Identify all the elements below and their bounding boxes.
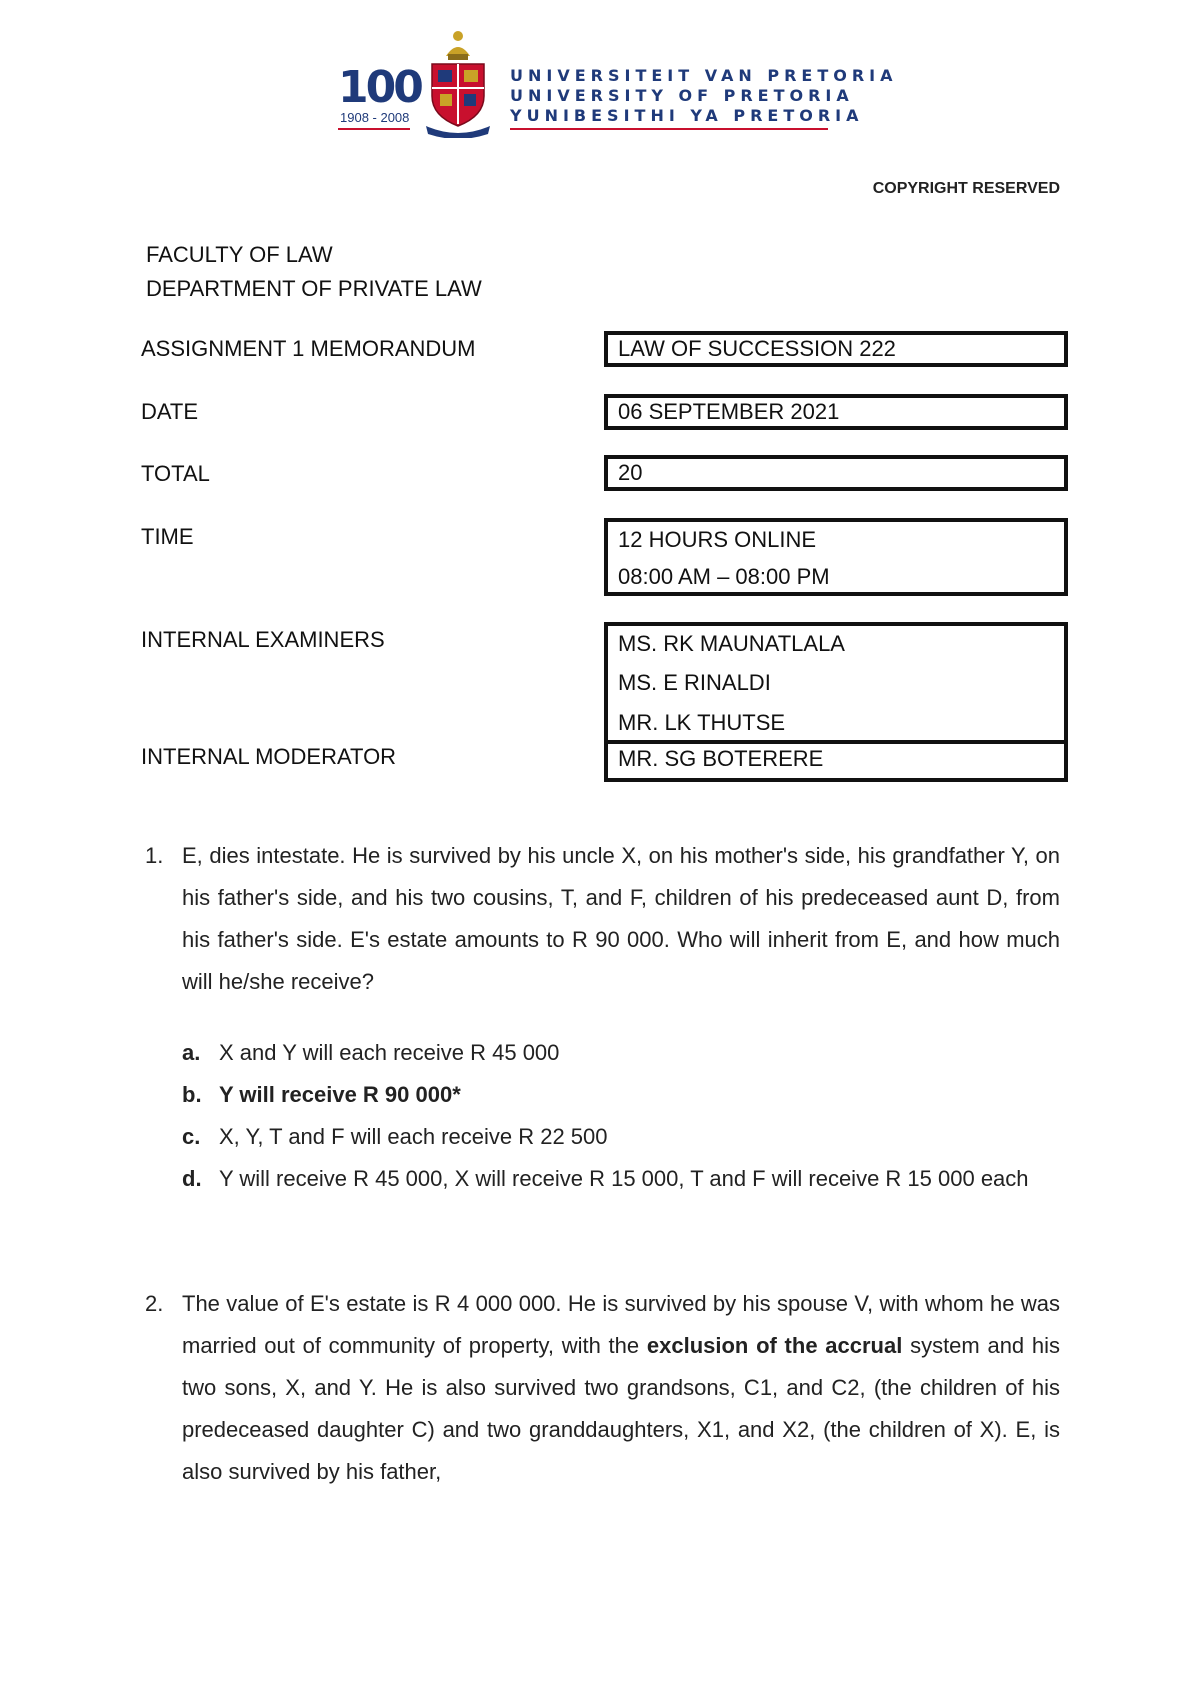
option-c [182,1116,1060,1158]
moderator-value: MR. SG BOTERERE [618,746,824,771]
centenary-rule [338,128,410,130]
option-letter: d. [182,1166,202,1191]
examiners-label: INTERNAL EXAMINERS [141,627,385,652]
option-text: X, Y, T and F will each receive R 22 500 [219,1124,608,1149]
option-text: X and Y will each receive R 45 000 [219,1040,560,1065]
question-text-emphasis: exclusion of the accrual [646,1333,903,1358]
question-1 [145,835,1060,1003]
question-text: E, dies intestate. He is survived by his uncle X, on his mother's side, his grandfather Y, on his father's side, and his two cousins, T, and F, children of his predeceased aunt D, from his father's side. E's estate amounts to R 90 000. Who will inherit from E, and how much will he/she receive? [182,843,1060,994]
department-name: DEPARTMENT OF PRIVATE LAW [146,276,482,301]
question-number: 2. [145,1291,164,1316]
time-label: TIME [141,524,194,549]
time-value-hours: 12 HOURS ONLINE [618,527,817,552]
option-letter: a. [182,1040,201,1065]
option-letter: c. [182,1124,201,1149]
date-box [604,394,1068,430]
university-name-english: UNIVERSITY OF PRETORIA [510,86,854,105]
total-label: TOTAL [141,461,210,486]
question-number: 1. [145,843,164,868]
examiner-2: MS. E RINALDI [618,670,771,695]
university-names [510,66,898,130]
university-crest-icon [420,26,496,138]
centenary-years: 1908 - 2008 [340,110,410,125]
copyright-notice: COPYRIGHT RESERVED [872,180,1060,197]
examiner-1: MS. RK MAUNATLALA [618,631,845,656]
option-text: Y will receive R 90 000* [219,1082,461,1107]
university-name-afrikaans: UNIVERSITEIT VAN PRETORIA [510,66,898,85]
time-value-range: 08:00 AM – 08:00 PM [618,564,830,589]
examiner-3: MR. LK THUTSE [618,710,786,735]
assignment-label: ASSIGNMENT 1 MEMORANDUM [141,336,476,361]
time-box [604,518,1068,596]
option-text: Y will receive R 45 000, X will receive R 15 000, T and F will receive R 15 000 each [219,1166,1029,1191]
centenary-logo [338,62,421,130]
moderator-label: INTERNAL MODERATOR [141,744,397,769]
assignment-box [604,331,1068,367]
date-label: DATE [141,399,199,424]
question-text-part-2: system and his two sons, X, and Y. He is also survived two grandsons, C1, and C2, (the children of his predeceased daughter C) and two granddaughters, X1, and X2, (the children of X). E, is also survived by his father, [182,1333,1061,1484]
examiners-box [604,622,1068,743]
moderator-box [604,740,1068,782]
option-a [182,1032,1060,1074]
total-box [604,455,1068,491]
option-letter: b. [182,1082,202,1107]
question-1-options [182,1032,1060,1200]
question-text [182,1283,1060,1493]
faculty-block [146,238,482,306]
date-value: 06 SEPTEMBER 2021 [618,399,840,424]
option-b-correct [182,1074,1060,1116]
centenary-number: 100 [338,62,421,113]
option-d [182,1158,1060,1200]
question-2 [145,1283,1060,1493]
question-text-part-1: The value of E's estate is R 4 000 000. He is survived by his spouse V, with whom he was married out of community of property, with the [182,1291,1060,1358]
university-name-sepedi: YUNIBESITHI YA PRETORIA [510,106,864,125]
university-names-rule [510,128,828,130]
total-value: 20 [618,460,643,485]
faculty-name: FACULTY OF LAW [146,242,333,267]
assignment-value: LAW OF SUCCESSION 222 [618,336,896,361]
